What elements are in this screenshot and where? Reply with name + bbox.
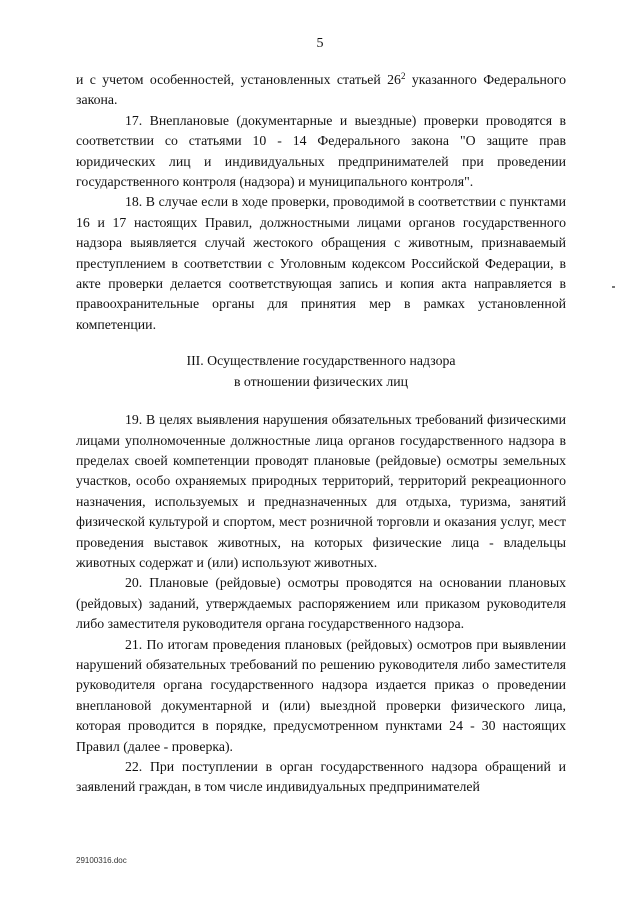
paragraph-18: 18. В случае если в ходе проверки, проводимой в соответствии с пунктами 16 и 17 настоящих Правил, должностными лицами органов государственного надзора выявляется случай жестокого обращения с животным, признаваемый преступлением в соответствии с Уголовным кодексом Российской Федерации, в акте проверки делается соответствующая запись и копия акта направляется в правоохранительные органы для принятия мер в рамках установленной компетенции. bbox=[76, 194, 566, 332]
superscript: 2 bbox=[400, 71, 406, 81]
paragraph-20: 20. Плановые (рейдовые) осмотры проводятся на основании плановых (рейдовых) заданий, утверждаемых распоряжением или приказом руководителя либо заместителя руководителя органа государственного надзора. bbox=[76, 575, 566, 632]
paragraph-text: указанного Федерального закона. bbox=[76, 72, 566, 108]
section-heading-line-1: III. Осуществление государственного надзора bbox=[186, 353, 456, 369]
page-number: 5 bbox=[316, 36, 324, 51]
paragraph-21: 21. По итогам проведения плановых (рейдовых) осмотров при выявлении нарушений обязательных требований по решению руководителя либо заместителя руководителя органа государственного надзора издается приказ о проведении внеплановой документарной и (или) выездной проверки физического лица, которая проводится в порядке, предусмотренном пунктами 24 - 30 настоящих Правил (далее - проверка). bbox=[76, 636, 566, 754]
section-heading bbox=[76, 351, 566, 392]
section-heading-line-2: в отношении физических лиц bbox=[233, 373, 409, 389]
margin-mark bbox=[612, 286, 615, 288]
paragraph-19: 19. В целях выявления нарушения обязательных требований физическими лицами уполномоченные должностные лица органов государственного надзора в пределах своей компетенции проводят плановые (рейдовые) осмотры земельных участков, особо охраняемых природных территорий, территорий рекреационного назначения, используемых и предназначенных для отдыха, туризма, занятий физической культурой и спортом, мест розничной торговли и оказания услуг, мест проведения выставок животных, на которых физические лица - владельцы животных содержат и (или) используют животных. bbox=[76, 412, 566, 570]
footer-filename: 29100316.doc bbox=[76, 856, 127, 865]
document-body bbox=[76, 70, 566, 798]
paragraph-16-continuation bbox=[76, 70, 566, 111]
paragraph-22: 22. При поступлении в орган государственного надзора обращений и заявлений граждан, в том числе индивидуальных предпринимателей bbox=[76, 759, 566, 795]
paragraph-text: и с учетом особенностей, установленных статьей 26 bbox=[76, 72, 401, 87]
paragraph-17: 17. Внеплановые (документарные и выездные) проверки проводятся в соответствии со статьями 10 - 14 Федерального закона "О защите прав юридических лиц и индивидуальных предпринимателей при проведении государственного контроля (надзора) и муниципального контроля". bbox=[76, 112, 566, 190]
